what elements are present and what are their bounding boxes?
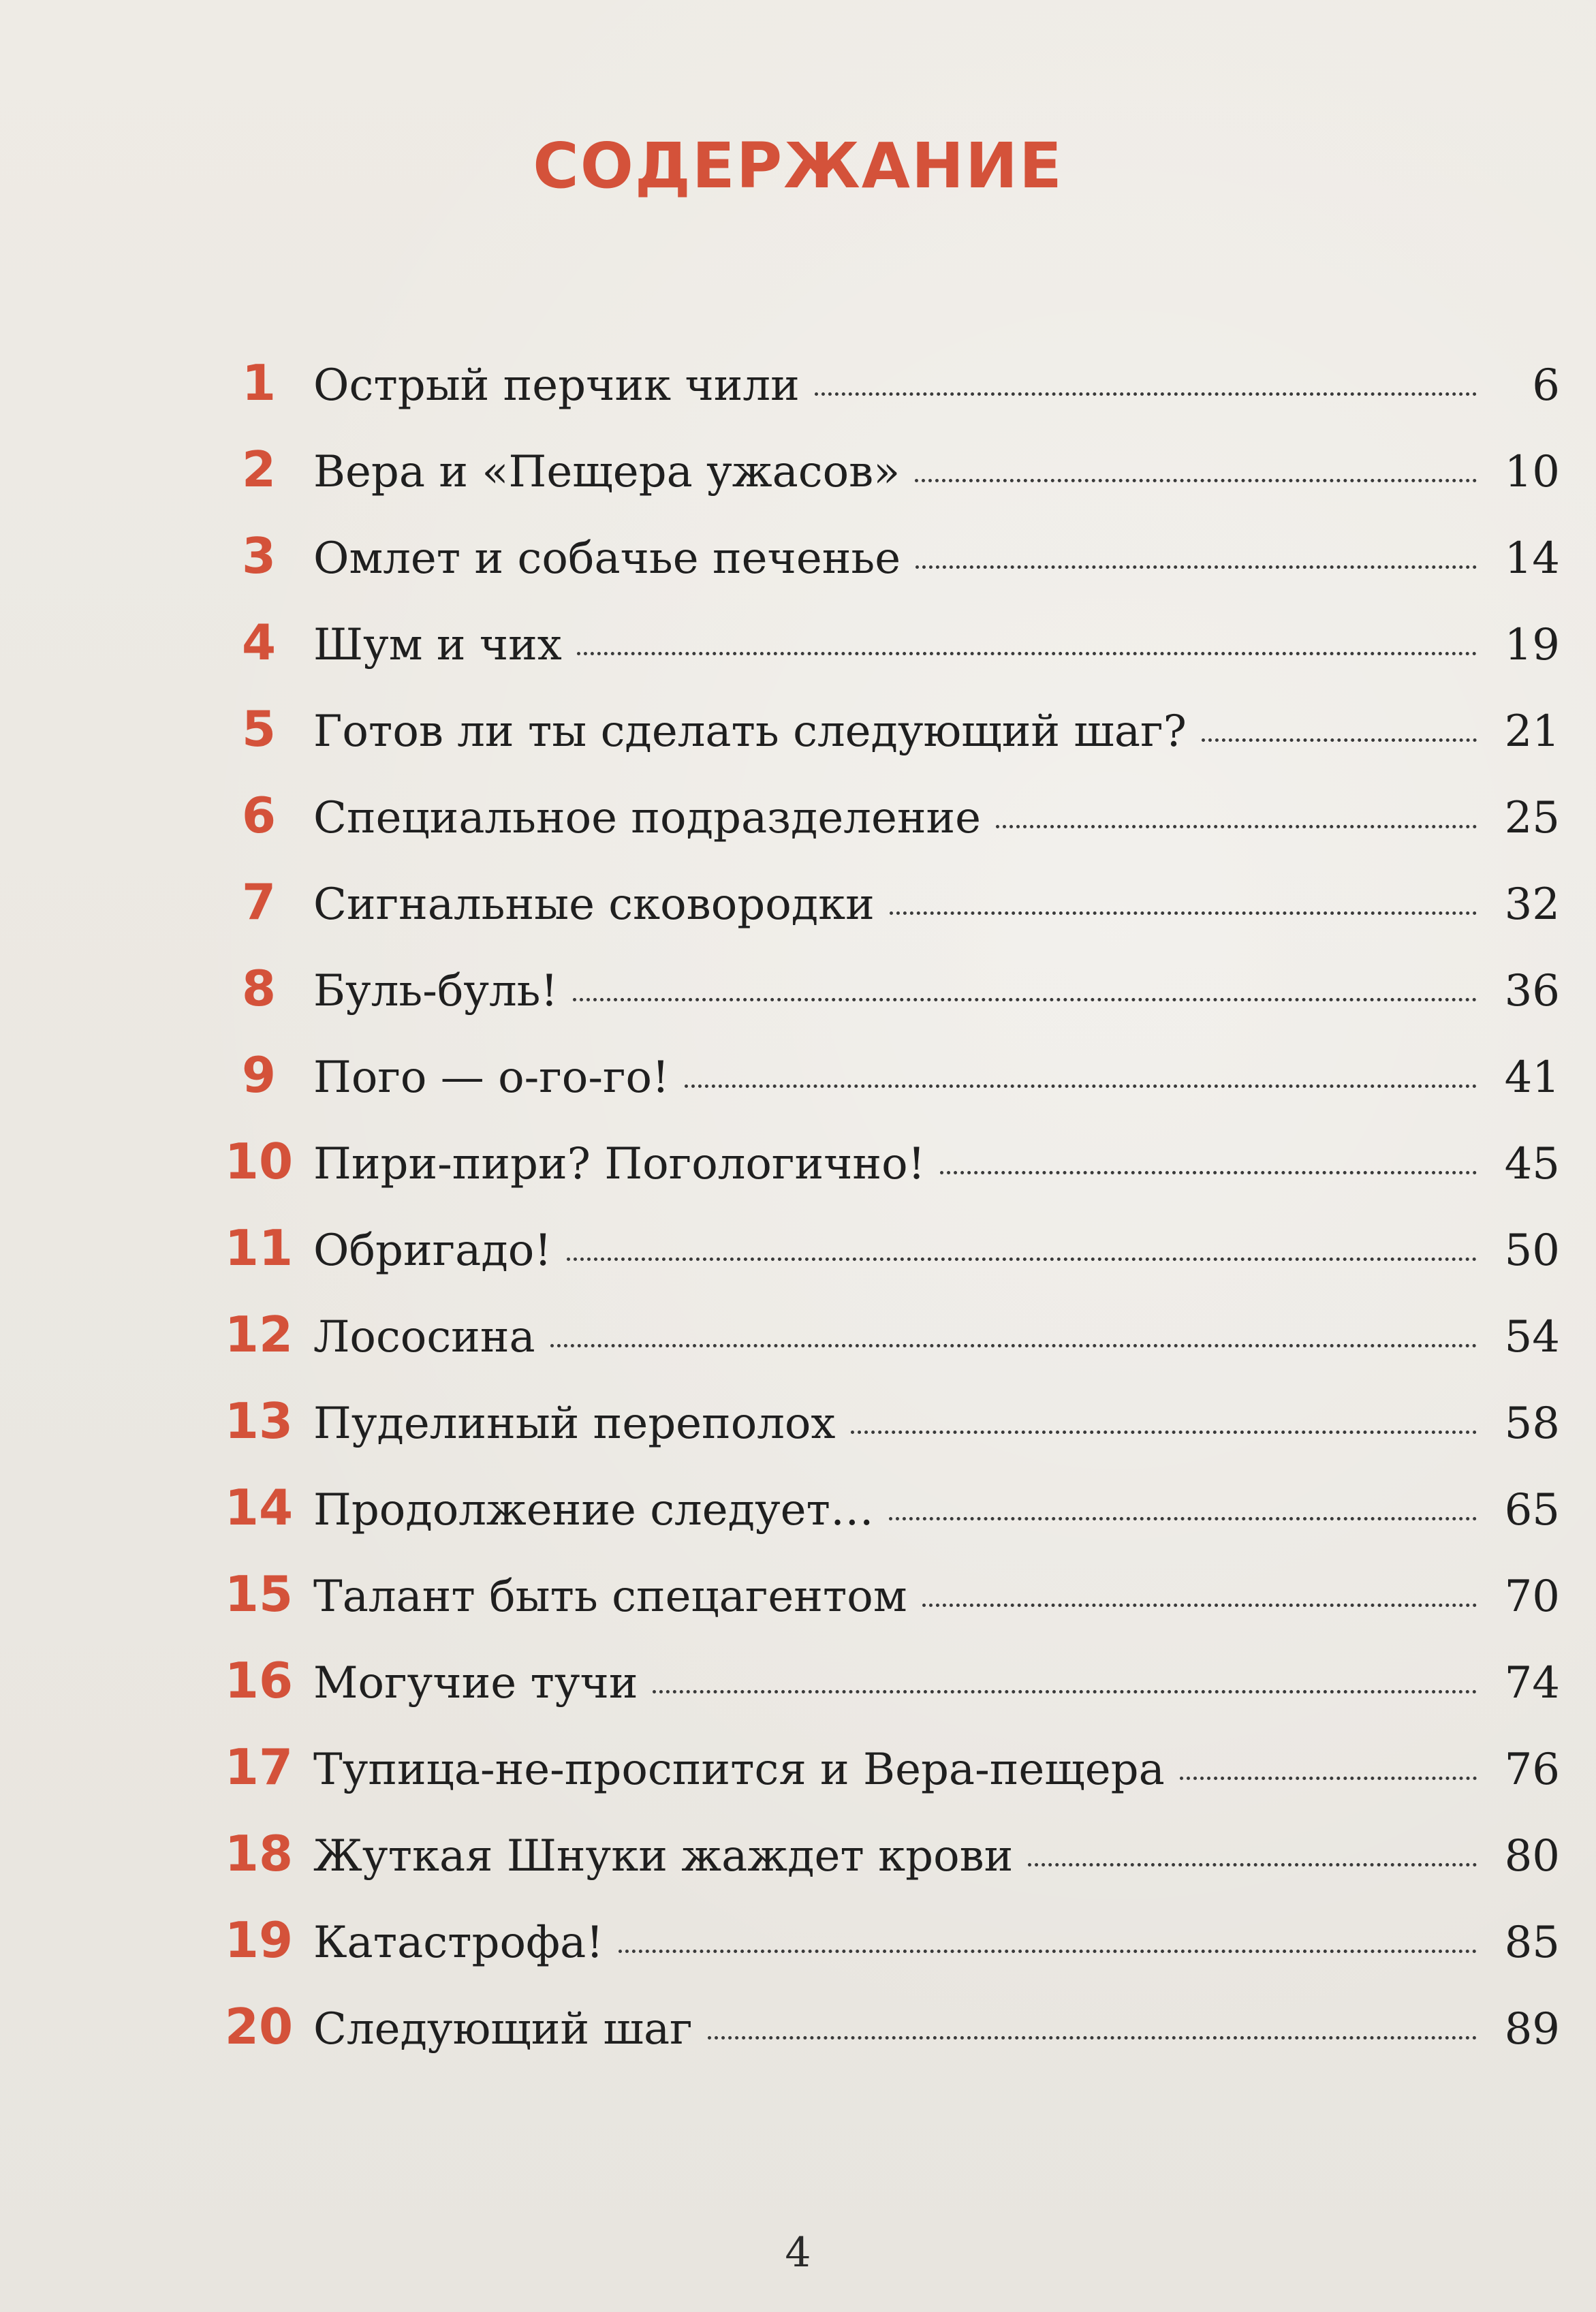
chapter-number: 20 (224, 1998, 294, 2055)
chapter-number: 14 (224, 1479, 294, 1536)
table-of-contents (204, 354, 1560, 2084)
dot-leader (851, 1431, 1477, 1434)
chapter-title: Могучие тучи (313, 1658, 638, 1708)
chapter-page: 19 (1504, 620, 1560, 670)
dot-leader (889, 1517, 1477, 1520)
dot-leader (815, 392, 1477, 396)
chapter-title: Катастрофа! (313, 1918, 604, 1968)
toc-entry (204, 1046, 1560, 1133)
chapter-title: Продолжение следует… (313, 1485, 874, 1535)
toc-entry (204, 1911, 1560, 1998)
chapter-number: 10 (224, 1133, 294, 1190)
chapter-page: 36 (1504, 966, 1560, 1016)
toc-entry (204, 1133, 1560, 1219)
page-number: 4 (785, 2229, 811, 2277)
chapter-number: 16 (224, 1652, 294, 1709)
toc-entry (204, 354, 1560, 441)
chapter-number: 15 (224, 1565, 294, 1623)
chapter-title: Специальное подразделение (313, 793, 981, 843)
chapter-page: 74 (1504, 1658, 1560, 1708)
toc-entry (204, 700, 1560, 787)
chapter-number: 18 (224, 1825, 294, 1882)
chapter-number: 11 (224, 1219, 294, 1277)
toc-entry (204, 1565, 1560, 1652)
dot-leader (996, 825, 1477, 828)
chapter-page: 14 (1504, 533, 1560, 584)
chapter-title: Лососина (313, 1312, 535, 1362)
dot-leader (619, 1950, 1477, 1953)
chapter-title: Пири-пири? Погологично! (313, 1139, 926, 1189)
toc-entry (204, 527, 1560, 614)
dot-leader (1180, 1777, 1477, 1780)
chapter-title: Талант быть спецагентом (313, 1572, 907, 1622)
toc-entry (204, 787, 1560, 873)
chapter-page: 54 (1504, 1312, 1560, 1362)
chapter-title: Вера и «Пещера ужасов» (313, 447, 901, 497)
chapter-page: 45 (1504, 1139, 1560, 1189)
dot-leader (915, 479, 1477, 482)
chapter-number: 3 (241, 527, 277, 584)
chapter-title: Сигнальные сковородки (313, 879, 875, 930)
dot-leader (653, 1690, 1477, 1693)
chapter-title: Готов ли ты сделать следующий шаг? (313, 706, 1187, 757)
chapter-page: 70 (1504, 1572, 1560, 1622)
chapter-page: 10 (1504, 447, 1560, 497)
chapter-page: 76 (1504, 1745, 1560, 1795)
chapter-number: 17 (224, 1738, 294, 1796)
toc-entry (204, 1306, 1560, 1392)
dot-leader (550, 1344, 1477, 1347)
chapter-page: 89 (1504, 2004, 1560, 2055)
chapter-page: 65 (1504, 1485, 1560, 1535)
chapter-title: Острый перчик чили (313, 360, 800, 411)
chapter-page: 80 (1504, 1831, 1560, 1881)
chapter-page: 50 (1504, 1225, 1560, 1276)
toc-entry (204, 1825, 1560, 1911)
chapter-page: 32 (1504, 879, 1560, 930)
toc-entry (204, 1738, 1560, 1825)
chapter-title: Обригадо! (313, 1225, 552, 1276)
dot-leader (573, 998, 1477, 1001)
dot-leader (708, 2036, 1477, 2040)
chapter-number: 7 (241, 873, 277, 931)
dot-leader (1202, 738, 1477, 742)
toc-entry (204, 960, 1560, 1046)
chapter-title: Пуделиный переполох (313, 1399, 836, 1449)
dot-leader (922, 1604, 1477, 1607)
chapter-title: Тупица-не-проспится и Вера-пещера (313, 1745, 1165, 1795)
toc-entry (204, 873, 1560, 960)
chapter-title: Следующий шаг (313, 2004, 693, 2055)
chapter-number: 19 (224, 1911, 294, 1969)
chapter-title: Пого — о-го-го! (313, 1052, 670, 1103)
page-title: СОДЕРЖАНИЕ (533, 129, 1063, 202)
chapter-page: 21 (1504, 706, 1560, 757)
toc-entry (204, 1998, 1560, 2084)
chapter-title: Буль-буль! (313, 966, 559, 1016)
toc-entry (204, 1652, 1560, 1738)
chapter-page: 41 (1504, 1052, 1560, 1103)
toc-entry (204, 441, 1560, 527)
dot-leader (567, 1257, 1477, 1261)
chapter-number: 12 (224, 1306, 294, 1363)
toc-entry (204, 1392, 1560, 1479)
chapter-page: 85 (1504, 1918, 1560, 1968)
toc-entry (204, 1219, 1560, 1306)
chapter-number: 2 (241, 441, 277, 498)
chapter-page: 25 (1504, 793, 1560, 843)
dot-leader (916, 565, 1477, 569)
chapter-number: 6 (241, 787, 277, 844)
dot-leader (940, 1171, 1477, 1174)
chapter-title: Омлет и собачье печенье (313, 533, 901, 584)
dot-leader (685, 1084, 1477, 1088)
chapter-number: 5 (241, 700, 277, 757)
dot-leader (890, 911, 1477, 915)
chapter-title: Шум и чих (313, 620, 562, 670)
chapter-number: 1 (241, 354, 277, 411)
toc-entry (204, 1479, 1560, 1565)
dot-leader (577, 652, 1477, 655)
chapter-number: 9 (241, 1046, 277, 1104)
chapter-number: 8 (241, 960, 277, 1017)
dot-leader (1028, 1863, 1477, 1866)
chapter-number: 13 (224, 1392, 294, 1450)
chapter-page: 58 (1504, 1399, 1560, 1449)
toc-entry (204, 614, 1560, 700)
chapter-number: 4 (241, 614, 277, 671)
chapter-title: Жуткая Шнуки жаждет крови (313, 1831, 1014, 1881)
chapter-page: 6 (1532, 360, 1560, 411)
